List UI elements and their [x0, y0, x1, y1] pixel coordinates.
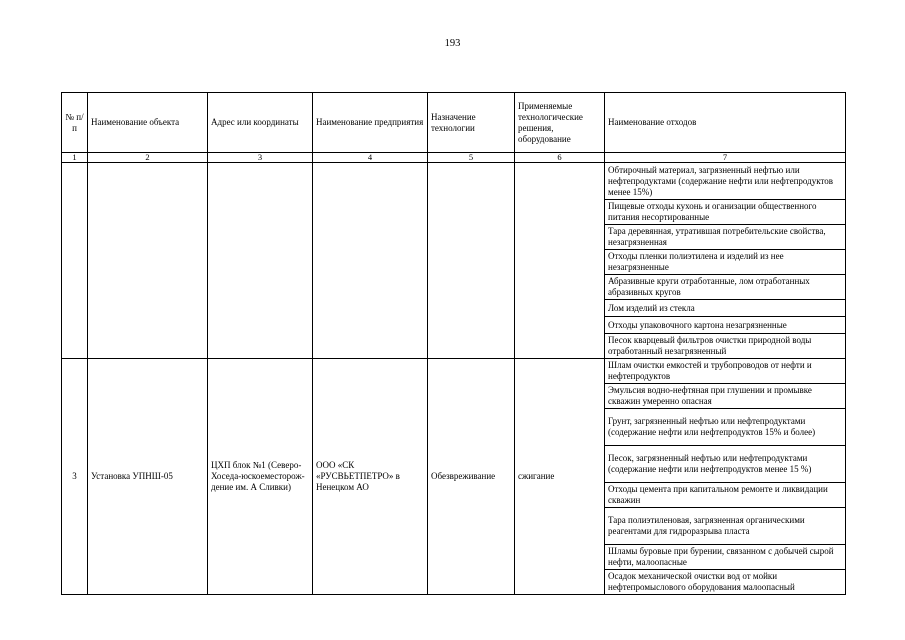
group2-num: 3 — [62, 359, 88, 595]
group1-enterprise — [313, 163, 428, 359]
group1-address — [208, 163, 313, 359]
header-waste: Наименование отходов — [605, 93, 846, 153]
header-num: № п/п — [62, 93, 88, 153]
column-number: 7 — [605, 153, 846, 163]
waste-item: Лом изделий из стекла — [605, 300, 846, 317]
group1-num — [62, 163, 88, 359]
waste-item: Отходы упаковочного картона незагрязненные — [605, 317, 846, 334]
waste-item: Абразивные круги отработанные, лом отработанных абразивных кругов — [605, 275, 846, 300]
waste-item: Песок, загрязненный нефтью или нефтепродуктами (содержание нефти или нефтепродуктов менее 15 %) — [605, 446, 846, 483]
waste-item: Осадок механической очистки вод от мойки нефтепромыслового оборудования малоопасный — [605, 570, 846, 595]
group2-address: ЦХП блок №1 (Северо-Хоседа-юскоеместорож-дение им. А Сливки) — [208, 359, 313, 595]
column-number: 2 — [88, 153, 208, 163]
waste-facilities-table — [61, 92, 846, 595]
group2-solution: сжигание — [515, 359, 605, 595]
waste-item: Грунт, загрязненный нефтью или нефтепродуктами (содержание нефти или нефтепродуктов 15% и более) — [605, 409, 846, 446]
table-row — [62, 163, 846, 200]
header-enterprise: Наименование предприятия — [313, 93, 428, 153]
group1-object — [88, 163, 208, 359]
waste-item: Песок кварцевый фильтров очистки природной воды отработанный незагрязненный — [605, 334, 846, 359]
column-number: 6 — [515, 153, 605, 163]
column-number: 4 — [313, 153, 428, 163]
waste-item: Пищевые отходы кухонь и оганизации общественного питания несортированные — [605, 200, 846, 225]
header-solution: Применяемые технологические решения, оборудование — [515, 93, 605, 153]
waste-item: Шламы буровые при бурении, связанном с добычей сырой нефти, малоопасные — [605, 545, 846, 570]
header-address: Адрес или координаты — [208, 93, 313, 153]
header-object: Наименование объекта — [88, 93, 208, 153]
header-row — [62, 93, 846, 153]
column-number: 5 — [428, 153, 515, 163]
waste-item: Эмульсия водно-нефтяная при глушении и промывке скважин умеренно опасная — [605, 384, 846, 409]
page-number: 193 — [444, 38, 461, 49]
header-purpose: Назначение технологии — [428, 93, 515, 153]
group1-solution — [515, 163, 605, 359]
column-number: 3 — [208, 153, 313, 163]
waste-item: Обтирочный материал, загрязненный нефтью или нефтепродуктами (содержание нефти или нефтепродуктов менее 15%) — [605, 163, 846, 200]
column-number-row — [62, 153, 846, 163]
group2-purpose: Обезвреживание — [428, 359, 515, 595]
waste-item: Отходы цемента при капитальном ремонте и ликвидации скважин — [605, 483, 846, 508]
waste-item: Тара деревянная, утратившая потребительские свойства, незагрязненная — [605, 225, 846, 250]
table-row — [62, 359, 846, 384]
group2-enterprise: ООО «СК «РУСВЬЕТПЕТРО» в Ненецком АО — [313, 359, 428, 595]
group2-object: Установка УПНШ-05 — [88, 359, 208, 595]
group1-purpose — [428, 163, 515, 359]
waste-item: Отходы пленки полиэтилена и изделий из нее незагрязненные — [605, 250, 846, 275]
waste-item: Шлам очистки емкостей и трубопроводов от нефти и нефтепродуктов — [605, 359, 846, 384]
column-number: 1 — [62, 153, 88, 163]
waste-item: Тара полиэтиленовая, загрязненная органическими реагентами для гидроразрыва пласта — [605, 508, 846, 545]
